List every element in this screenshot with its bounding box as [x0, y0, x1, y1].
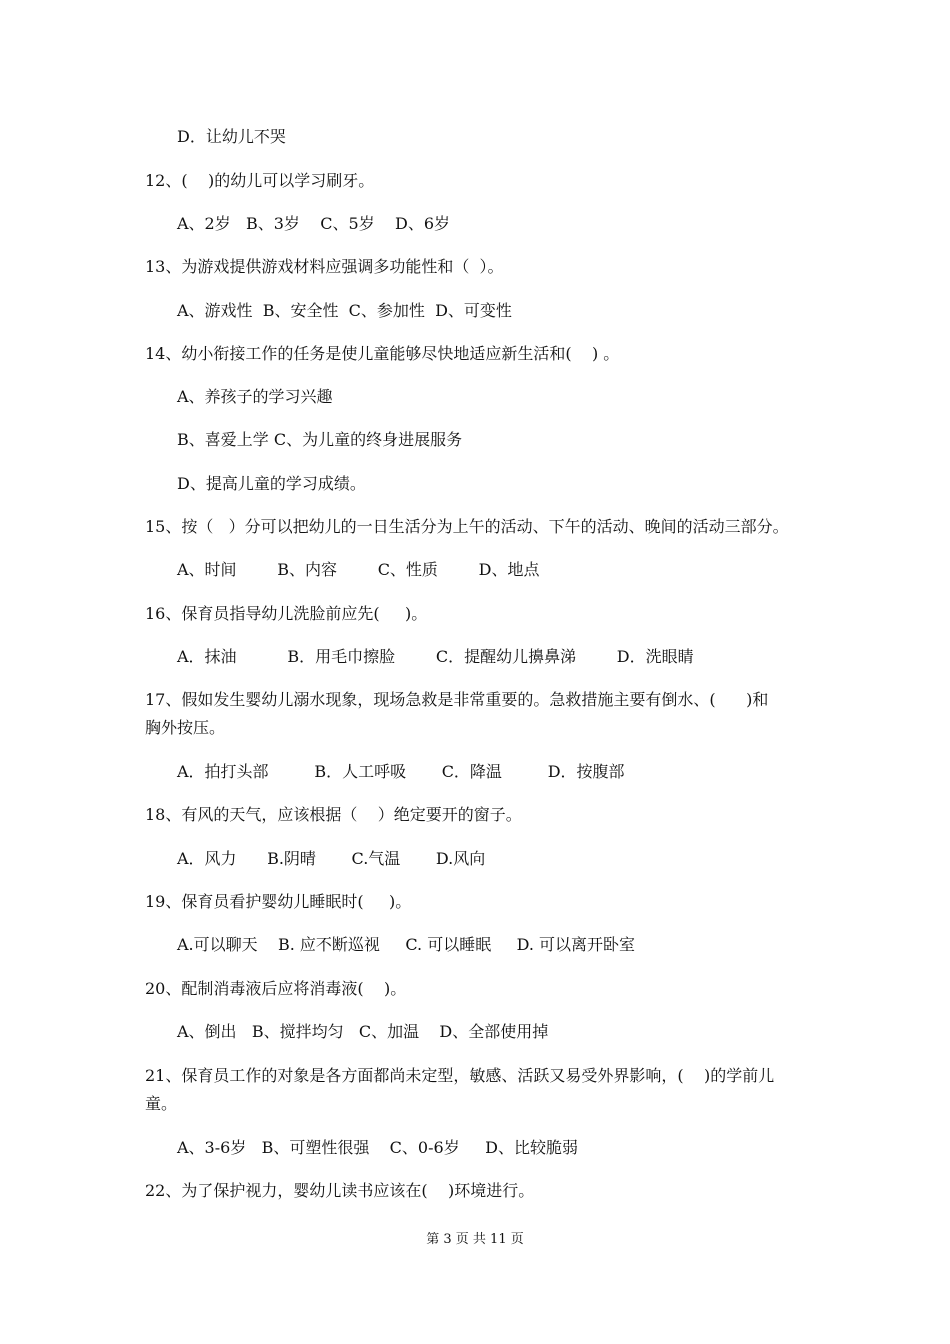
options-16: A．抹油 B．用毛巾擦脸 C．提醒幼儿擤鼻涕 D．洗眼睛 — [177, 647, 694, 666]
question-14: 14、幼小衔接工作的任务是使儿童能够尽快地适应新生活和( ) 。 — [145, 344, 620, 363]
question-21: 21、保育员工作的对象是各方面都尚未定型，敏感、活跃又易受外界影响，( )的学前儿 — [145, 1066, 775, 1085]
question-16: 16、保育员指导幼儿洗脸前应先( )。 — [145, 604, 428, 623]
question-18: 18、有风的天气，应该根据（ ）绝定要开的窗子。 — [145, 805, 522, 824]
question-21-cont: 童。 — [145, 1094, 178, 1113]
option-14-bc: B、喜爱上学 C、为儿童的终身进展服务 — [177, 430, 463, 449]
question-17: 17、假如发生婴幼儿溺水现象，现场急救是非常重要的。急救措施主要有倒水、( )和 — [145, 690, 769, 709]
options-15: A、时间 B、内容 C、性质 D、地点 — [177, 560, 540, 579]
options-20: A、倒出 B、搅拌均匀 C、加温 D、全部使用掉 — [177, 1022, 549, 1041]
options-17: A．拍打头部 B．人工呼吸 C．降温 D．按腹部 — [177, 762, 625, 781]
question-22: 22、为了保护视力，婴幼儿读书应该在( )环境进行。 — [145, 1181, 535, 1200]
options-18: A．风力 B.阴晴 C.气温 D.风向 — [177, 849, 486, 868]
question-20: 20、配制消毒液后应将消毒液( )。 — [145, 979, 407, 998]
options-21: A、3-6岁 B、可塑性很强 C、0-6岁 D、比较脆弱 — [177, 1138, 578, 1157]
option-14-a: A、养孩子的学习兴趣 — [177, 387, 333, 406]
question-15: 15、按（ ）分可以把幼儿的一日生活分为上午的活动、下午的活动、晚间的活动三部分。 — [145, 517, 789, 536]
option-14-d: D、提高儿童的学习成绩。 — [177, 474, 366, 493]
question-19: 19、保育员看护婴幼儿睡眠时( )。 — [145, 892, 412, 911]
options-12: A、2岁 B、3岁 C、5岁 D、6岁 — [177, 214, 451, 233]
options-13: A、游戏性 B、安全性 C、参加性 D、可变性 — [177, 301, 512, 320]
question-13: 13、为游戏提供游戏材料应强调多功能性和（ ）。 — [145, 257, 504, 276]
page-footer: 第 3 页 共 11 页 — [426, 1232, 524, 1247]
options-19: A.可以聊天 B. 应不断巡视 C. 可以睡眠 D. 可以离开卧室 — [177, 935, 636, 954]
question-17-cont: 胸外按压。 — [145, 718, 226, 737]
option-line: D．让幼儿不哭 — [177, 127, 286, 146]
question-12: 12、( )的幼儿可以学习刷牙。 — [145, 171, 375, 190]
